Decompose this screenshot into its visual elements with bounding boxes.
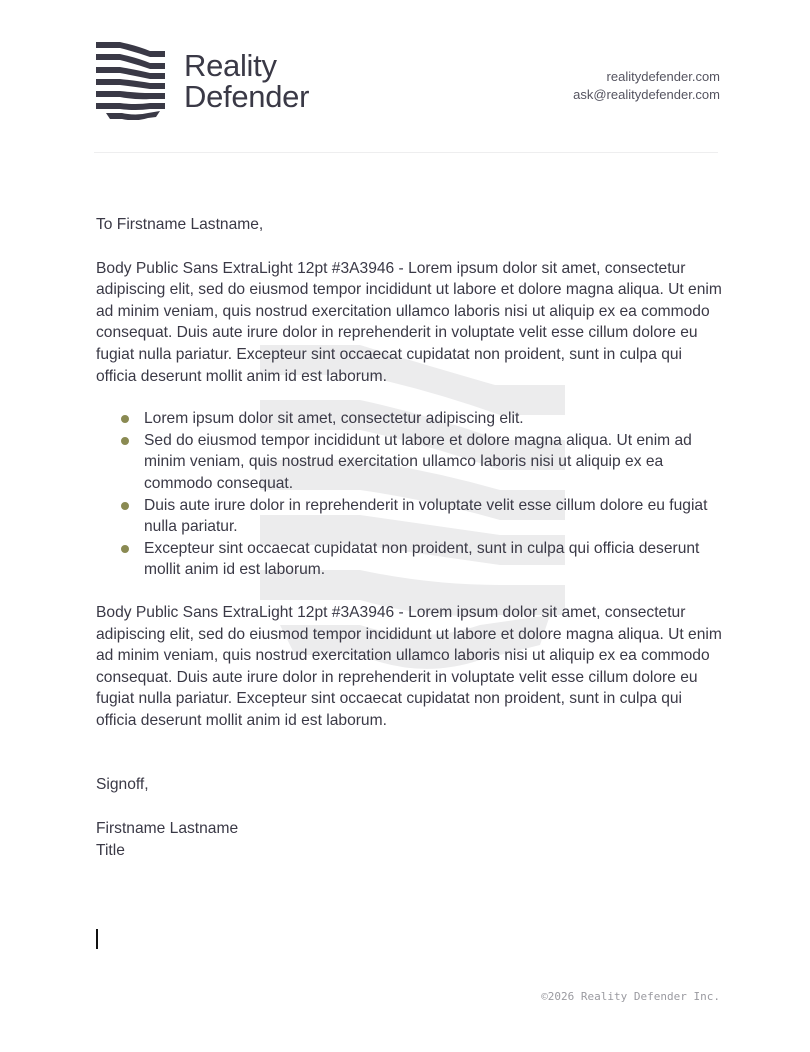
- list-item-text: Lorem ipsum dolor sit amet, consectetur adipiscing elit.: [144, 410, 524, 428]
- list-item: [96, 495, 722, 538]
- footer-copyright: ©2026 Reality Defender Inc.: [541, 990, 720, 1003]
- body-paragraph-2: Body Public Sans ExtraLight 12pt #3A3946 - Lorem ipsum dolor sit amet, consectetur adipiscing elit, sed do eiusmod tempor incididunt ut labore et dolore magna aliqua. Ut enim ad minim veniam, quis nostrud exercitation ullamco laboris nisi ut aliquip ex ea commodo consequat. Duis aute irure dolor in reprehenderit in voluptate velit esse cillum dolore eu fugiat nulla pariatur. Excepteur sint occaecat cupidatat non proident, sunt in culpa qui officia deserunt mollit anim id est laborum.: [96, 603, 722, 729]
- header-divider: [94, 152, 718, 153]
- signer-title: Title: [96, 841, 125, 859]
- list-item-text: Duis aute irure dolor in reprehenderit in voluptate velit esse cillum dolore eu fugiat nulla pariatur.: [144, 496, 708, 536]
- greeting: To Firstname Lastname,: [96, 216, 264, 233]
- email-link[interactable]: ask@realitydefender.com: [573, 87, 720, 102]
- text-cursor[interactable]: [96, 929, 98, 949]
- website-link[interactable]: realitydefender.com: [606, 69, 720, 84]
- logo-wordmark-line1: Reality: [184, 48, 277, 83]
- list-item: [96, 430, 722, 495]
- letter-body[interactable]: [96, 214, 722, 861]
- list-item-text: Excepteur sint occaecat cupidatat non proident, sunt in culpa qui officia deserunt mollit anim id est laborum.: [144, 539, 700, 579]
- bullet-dot-icon: [121, 437, 129, 445]
- bullet-list: [96, 408, 722, 581]
- logo-wordmark: [184, 50, 309, 112]
- contact-info: [573, 68, 720, 104]
- reality-defender-logo-icon: [96, 42, 166, 120]
- bullet-dot-icon: [121, 545, 129, 553]
- list-item: [96, 538, 722, 581]
- bullet-dot-icon: [121, 415, 129, 423]
- company-logo: [96, 42, 309, 120]
- list-item-text: Sed do eiusmod tempor incididunt ut labore et dolore magna aliqua. Ut enim ad minim veniam, quis nostrud exercitation ullamco laboris nisi ut aliquip ex ea commodo consequat.: [144, 431, 692, 492]
- list-item: [96, 408, 722, 430]
- body-paragraph-1: Body Public Sans ExtraLight 12pt #3A3946 - Lorem ipsum dolor sit amet, consectetur adipiscing elit, sed do eiusmod tempor incididunt ut labore et dolore magna aliqua. Ut enim ad minim veniam, quis nostrud exercitation ullamco laboris nisi ut aliquip ex ea commodo consequat. Duis aute irure dolor in reprehenderit in voluptate velit esse cillum dolore eu fugiat nulla pariatur. Excepteur sint occaecat cupidatat non proident, sunt in culpa qui officia deserunt mollit anim id est laborum.: [96, 259, 722, 385]
- signoff: Signoff,: [96, 776, 149, 794]
- logo-wordmark-line2: Defender: [184, 79, 310, 114]
- signer-name: Firstname Lastname: [96, 820, 239, 838]
- bullet-dot-icon: [121, 502, 129, 510]
